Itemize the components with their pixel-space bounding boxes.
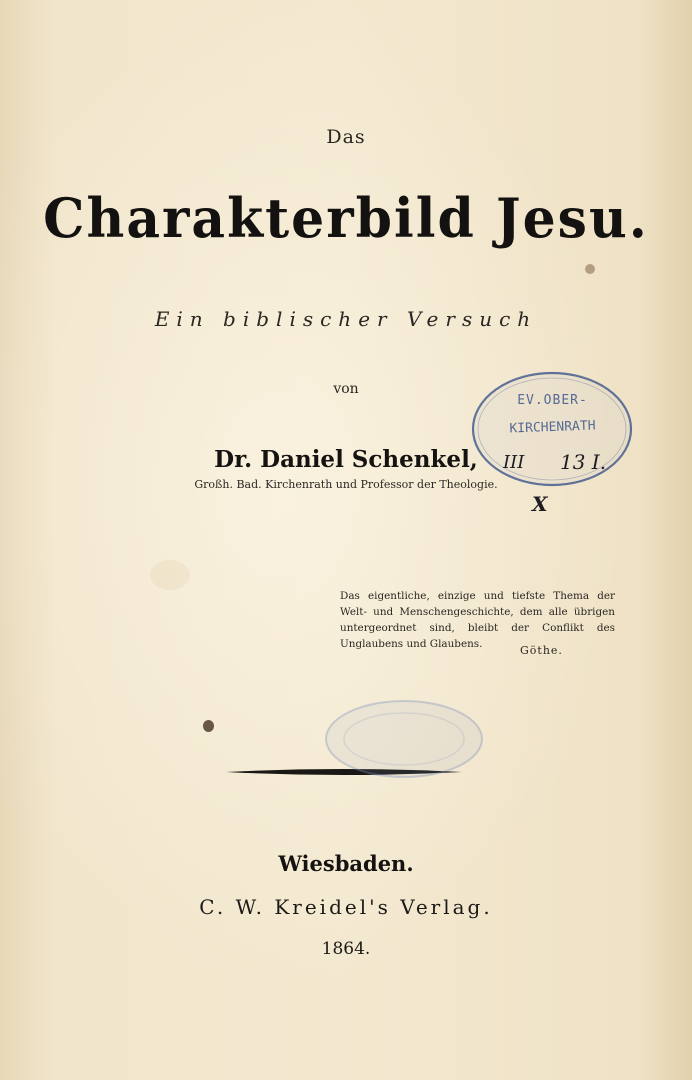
faded-stamp-icon	[322, 697, 487, 782]
library-stamp	[470, 369, 635, 489]
book-subtitle: Ein biblischer Versuch	[154, 307, 538, 331]
imprint-publisher: C. W. Kreidel's Verlag.	[199, 895, 493, 919]
imprint-year: 1864.	[321, 939, 371, 959]
by-line: von	[333, 381, 359, 397]
handwritten-mark: X	[532, 492, 548, 516]
paper-stain	[585, 264, 595, 274]
title-article: Das	[326, 126, 366, 148]
handwritten-shelf-mark: III	[503, 452, 525, 473]
paper-stain	[203, 720, 214, 732]
author-title: Großh. Bad. Kirchenrath und Professor der Theologie.	[194, 478, 498, 491]
book-title: Charakterbild Jesu.	[43, 186, 649, 251]
epigraph-text: Das eigentliche, einzige und tiefste Thema der Welt- und Menschengeschichte, dem alle übrigen untergeordnet sind, bleibt der Conflikt des Unglaubens und Glaubens.	[340, 590, 615, 650]
epigraph-source: Göthe.	[520, 644, 563, 657]
handwritten-number: 13 I.	[560, 450, 607, 474]
author-name: Dr. Daniel Schenkel,	[214, 446, 478, 473]
stamp-line-1: EV.OBER-	[517, 393, 588, 408]
paper-stain	[150, 560, 190, 590]
stamp-line-2: KIRCHENRATH	[509, 418, 596, 437]
imprint-place: Wiesbaden.	[278, 851, 414, 876]
